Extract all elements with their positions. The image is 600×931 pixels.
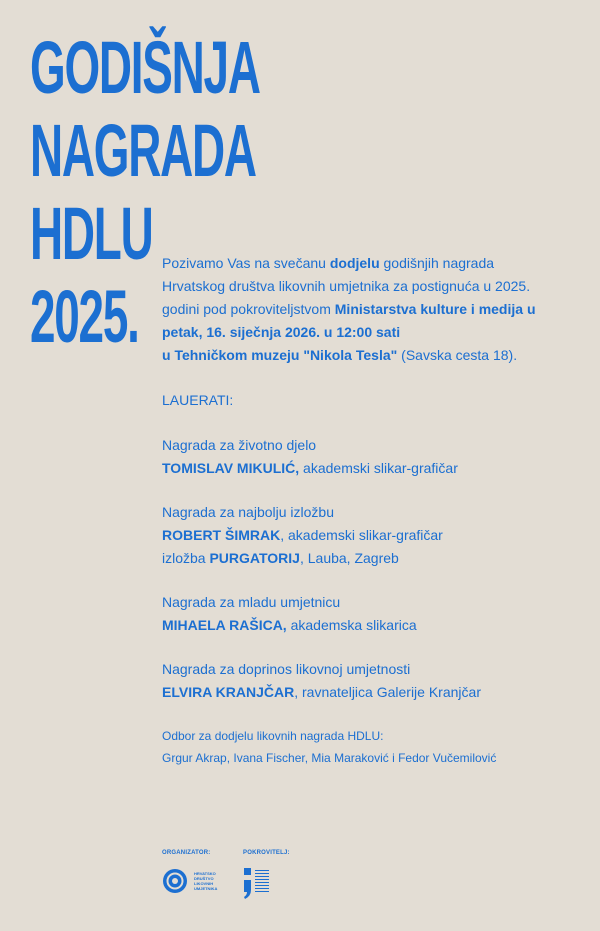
sponsor-label: POKROVITELJ:: [243, 850, 290, 856]
ministry-logo-icon: [243, 868, 253, 900]
award-category: Nagrada za životno djelo: [162, 437, 317, 453]
organizer-name: HRVATSKO DRUŠTVO LIKOVNIH UMJETNIKA: [194, 871, 218, 891]
award-exhibition: izložba PURGATORIJ, Lauba, Zagreb: [162, 550, 399, 566]
footer-logos: [162, 850, 462, 910]
title-line-3: HDLU: [30, 192, 153, 275]
invitation-line-1: Pozivamo Vas na svečanu dodjelu godišnjih nagrada: [162, 255, 495, 271]
award-category: Nagrada za najbolju izložbu: [162, 504, 334, 520]
invitation-line-2: Hrvatskog društva likovnih umjetnika za postignuća u 2025.: [162, 278, 531, 294]
award-laureate: ELVIRA KRANJČAR, ravnateljica Galerije Kranjčar: [162, 684, 481, 700]
laureates-heading: LAUERATI:: [162, 392, 234, 408]
title-line-1: GODIŠNJA: [30, 26, 260, 109]
organizer-label: ORGANIZATOR:: [162, 850, 211, 856]
award-laureate: TOMISLAV MIKULIĆ, akademski slikar-grafičar: [162, 460, 458, 476]
award-category: Nagrada za doprinos likovnoj umjetnosti: [162, 661, 411, 677]
invitation-content: [162, 252, 572, 769]
invitation-line-3: godini pod pokroviteljstvom Ministarstva kulture i medija u: [162, 301, 536, 317]
title-line-4: 2025.: [30, 275, 139, 358]
title-line-2: NAGRADA: [30, 109, 256, 192]
award-laureate: ROBERT ŠIMRAK, akademski slikar-grafičar: [162, 527, 443, 543]
invitation-line-5: u Tehničkom muzeju "Nikola Tesla" (Savska cesta 18).: [162, 347, 518, 363]
invitation-line-4: petak, 16. siječnja 2026. u 12:00 sati: [162, 324, 401, 340]
hdlu-logo-icon: [162, 868, 188, 894]
committee-members: Grgur Akrap, Ivana Fischer, Mia Maraković i Fedor Vučemilović: [162, 751, 497, 765]
ministry-text-lines: [255, 870, 269, 894]
award-laureate: MIHAELA RAŠICA, akademska slikarica: [162, 617, 417, 633]
committee-heading: Odbor za dodjelu likovnih nagrada HDLU:: [162, 729, 384, 743]
award-category: Nagrada za mladu umjetnicu: [162, 594, 341, 610]
